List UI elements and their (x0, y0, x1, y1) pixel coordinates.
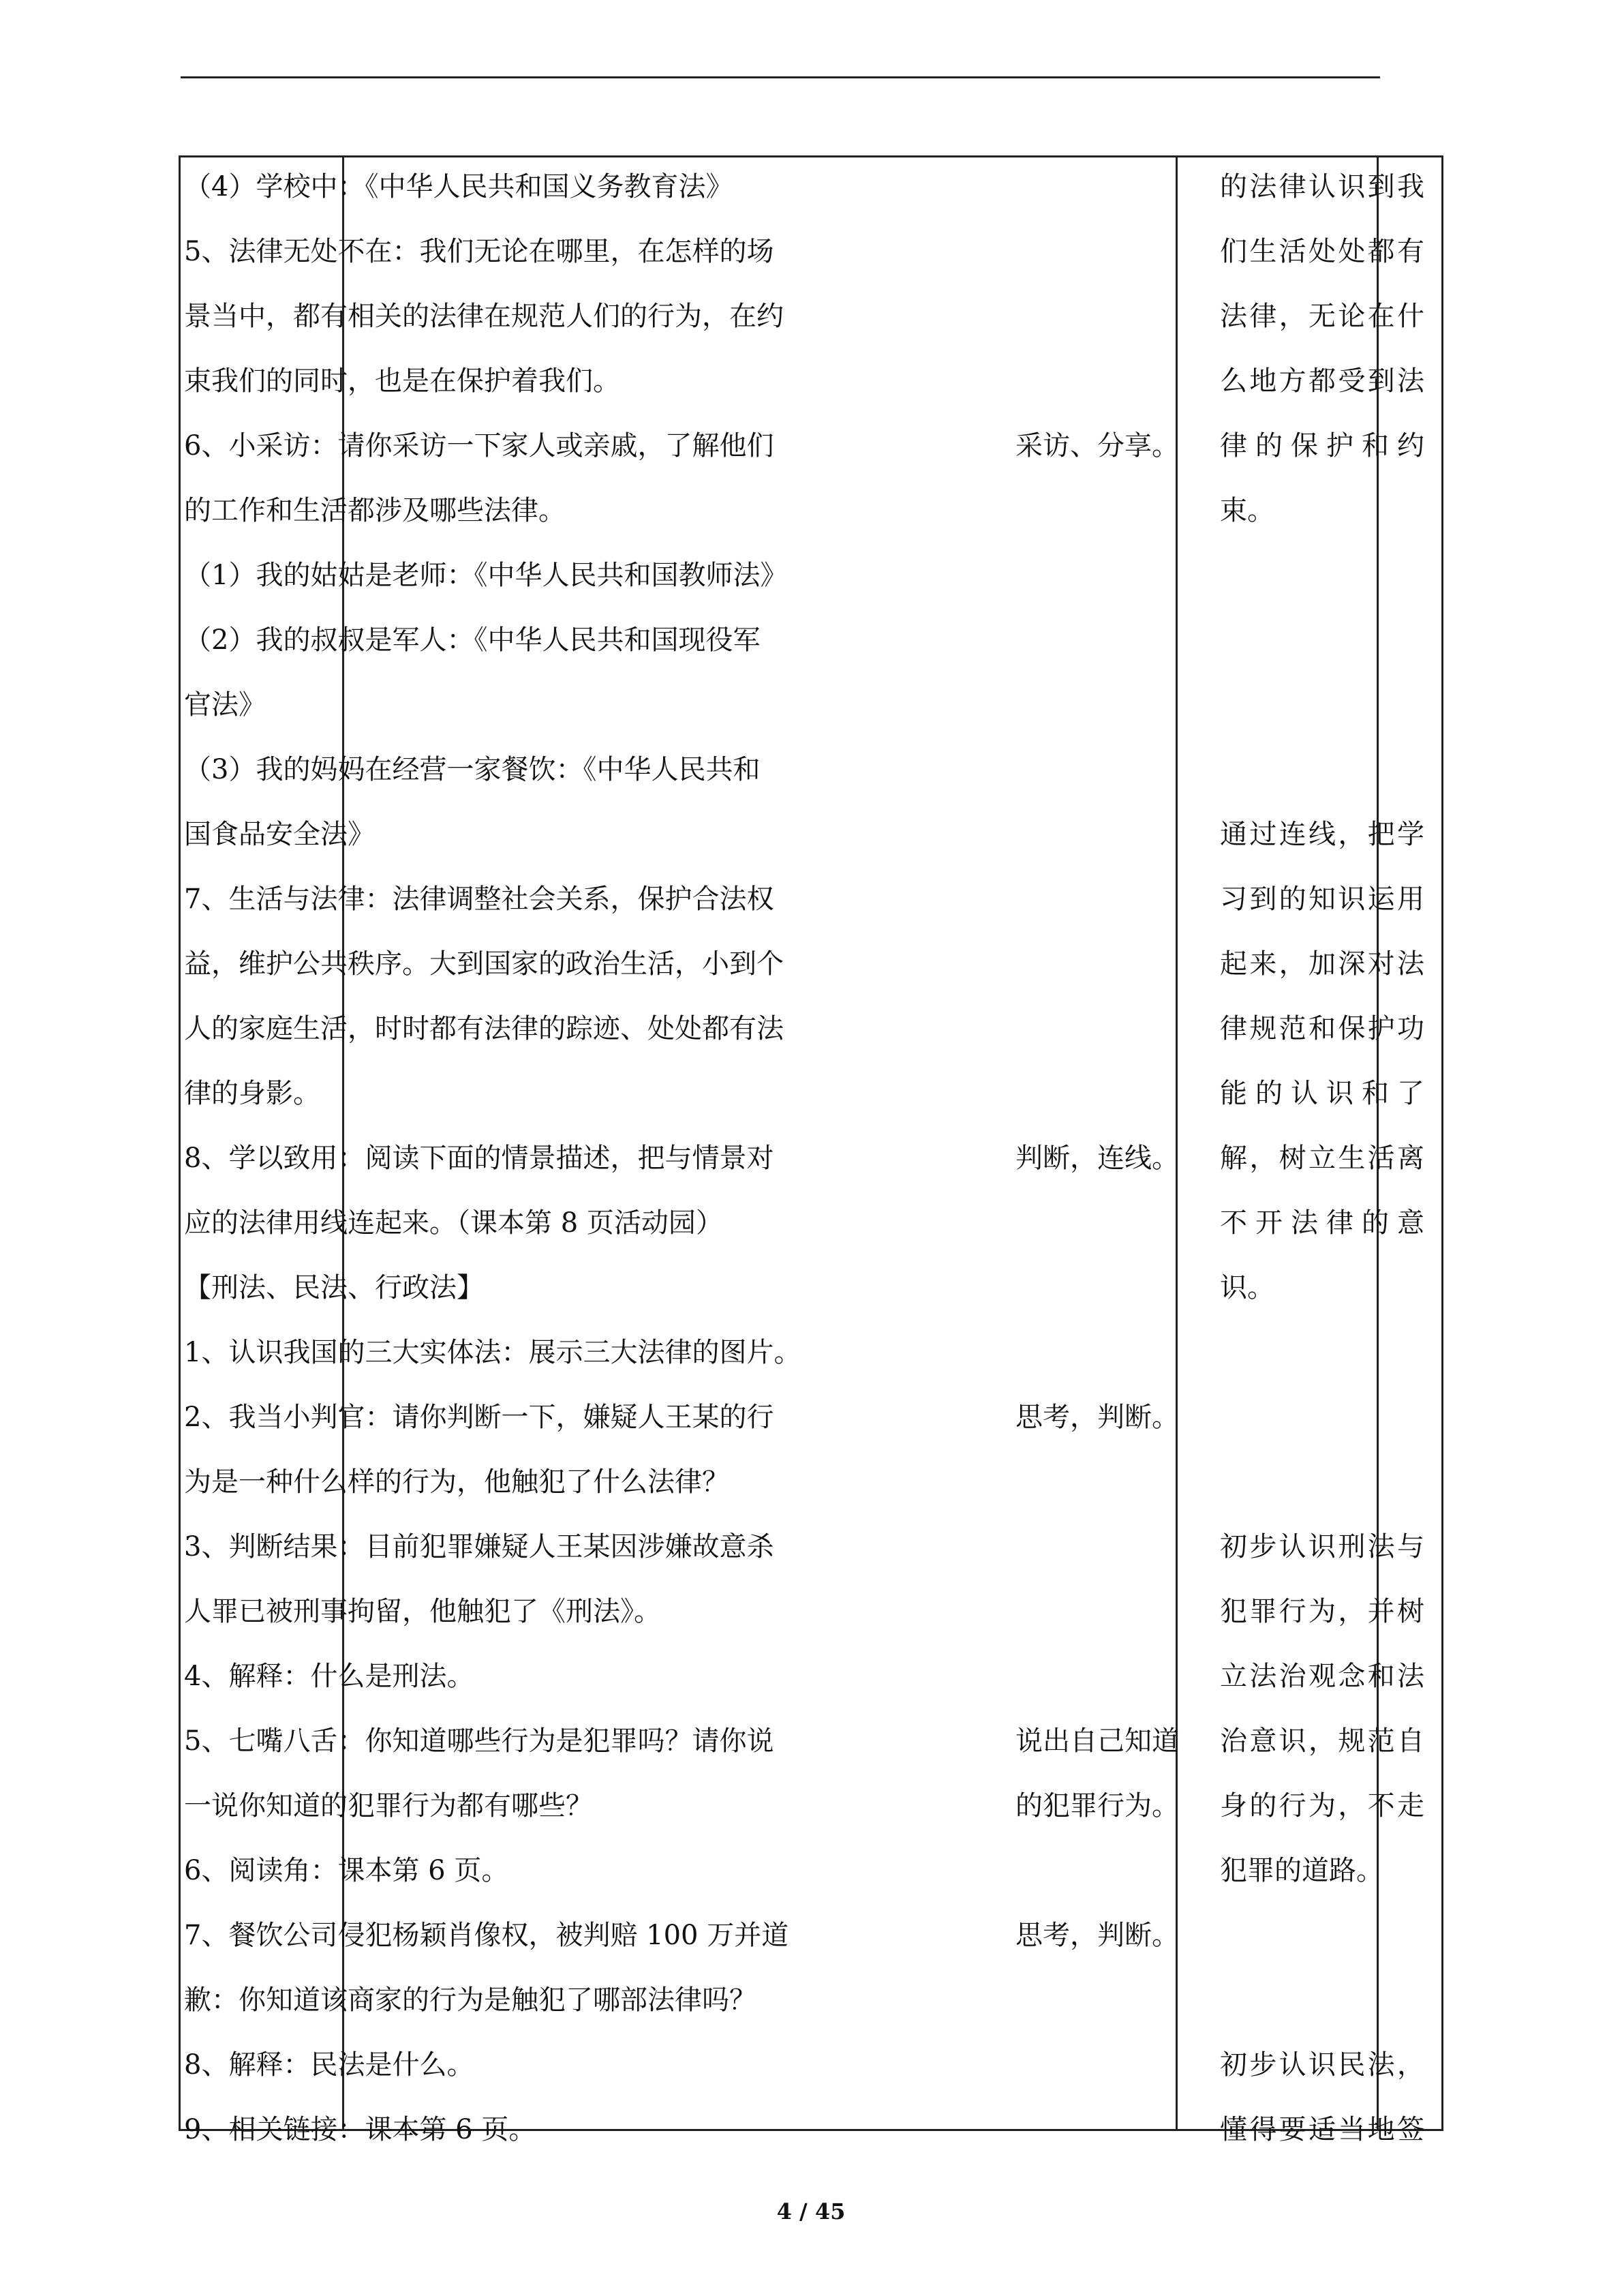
content-line: （4）学校中：《中华人民共和国义务教育法》 (184, 171, 733, 202)
content-line: 2、我当小判官：请你判断一下，嫌疑人王某的行 (184, 1402, 774, 1433)
purpose-line: 初步认识民法， (1220, 2049, 1424, 2081)
purpose-line: 律的保护和约 (1220, 430, 1424, 462)
content-line: 一说你知道的犯罪行为都有哪些？ (184, 1790, 593, 1822)
content-line: 国食品安全法》 (184, 819, 375, 850)
content-line: 【刑法、民法、行政法】 (184, 1272, 484, 1303)
activity-line: 思考，判断。 (1015, 1402, 1179, 1433)
purpose-line: 的法律认识到我 (1220, 171, 1424, 202)
content-line: 人罪已被刑事拘留，他触犯了《刑法》。 (184, 1596, 661, 1627)
content-line: 9、相关链接：课本第 6 页。 (184, 2114, 536, 2145)
purpose-line: 法律，无论在什 (1220, 301, 1424, 332)
content-line: 6、阅读角：课本第 6 页。 (184, 1855, 509, 1886)
purpose-line: 通过连线，把学 (1220, 819, 1424, 850)
content-line: 景当中，都有相关的法律在规范人们的行为，在约 (184, 301, 784, 332)
purpose-line: 犯罪的道路。 (1220, 1855, 1383, 1886)
purpose-line: 立法治观念和法 (1220, 1661, 1424, 1692)
purpose-line: 不开法律的意 (1220, 1207, 1424, 1239)
header-rule (181, 76, 1380, 78)
content-line: 5、法律无处不在：我们无论在哪里，在怎样的场 (184, 236, 774, 267)
content-line: 益，维护公共秩序。大到国家的政治生活，小到个 (184, 948, 784, 980)
content-line: （1）我的姑姑是老师：《中华人民共和国教师法》 (184, 560, 788, 591)
content-line: 为是一种什么样的行为，他触犯了什么法律？ (184, 1466, 729, 1498)
content-line: 1、认识我国的三大实体法：展示三大法律的图片。 (184, 1337, 801, 1368)
purpose-line: 束。 (1220, 495, 1274, 526)
content-line: 官法》 (184, 689, 266, 721)
purpose-line: 们生活处处都有 (1220, 236, 1424, 267)
purpose-line: 习到的知识运用 (1220, 883, 1424, 915)
content-line: 人的家庭生活，时时都有法律的踪迹、处处都有法 (184, 1013, 784, 1044)
activity-line: 思考，判断。 (1015, 1920, 1179, 1951)
page-number: 4 / 45 (776, 2199, 846, 2224)
purpose-line: 解，树立生活离 (1220, 1143, 1424, 1174)
purpose-line: 犯罪行为，并树 (1220, 1596, 1424, 1627)
content-line: 5、七嘴八舌：你知道哪些行为是犯罪吗？请你说 (184, 1725, 774, 1757)
content-line: 歉：你知道该商家的行为是触犯了哪部法律吗？ (184, 1984, 756, 2016)
content-line: 律的身影。 (184, 1078, 320, 1109)
purpose-line: 识。 (1220, 1272, 1274, 1303)
activity-line: 说出自己知道 (1015, 1725, 1179, 1757)
content-line: 7、餐饮公司侵犯杨颖肖像权，被判赔 100 万并道 (184, 1920, 789, 1951)
content-line: （2）我的叔叔是军人：《中华人民共和国现役军 (184, 624, 761, 656)
content-line: 3、判断结果：目前犯罪嫌疑人王某因涉嫌故意杀 (184, 1531, 774, 1562)
content-line: 4、解释：什么是刑法。 (184, 1661, 474, 1692)
purpose-line: 治意识，规范自 (1220, 1725, 1424, 1757)
content-line: 6、小采访：请你采访一下家人或亲戚，了解他们 (184, 430, 774, 462)
content-line: 7、生活与法律：法律调整社会关系，保护合法权 (184, 883, 774, 915)
activity-line: 采访、分享。 (1015, 430, 1179, 462)
content-line: 8、解释：民法是什么。 (184, 2049, 474, 2081)
activity-line: 判断，连线。 (1015, 1143, 1179, 1174)
activity-line: 的犯罪行为。 (1015, 1790, 1179, 1822)
purpose-line: 懂得要适当地签 (1220, 2114, 1424, 2145)
purpose-line: 能的认识和了 (1220, 1078, 1424, 1109)
purpose-line: 初步认识刑法与 (1220, 1531, 1424, 1562)
content-line: 束我们的同时，也是在保护着我们。 (184, 365, 620, 397)
purpose-line: 起来，加深对法 (1220, 948, 1424, 980)
content-line: 8、学以致用：阅读下面的情景描述，把与情景对 (184, 1143, 774, 1174)
content-line: 的工作和生活都涉及哪些法律。 (184, 495, 566, 526)
purpose-line: 身的行为，不走 (1220, 1790, 1424, 1822)
purpose-line: 么地方都受到法 (1220, 365, 1424, 397)
content-line: 应的法律用线连起来。（课本第 8 页活动园） (184, 1207, 723, 1239)
purpose-line: 律规范和保护功 (1220, 1013, 1424, 1044)
content-line: （3）我的妈妈在经营一家餐饮：《中华人民共和 (184, 754, 761, 785)
